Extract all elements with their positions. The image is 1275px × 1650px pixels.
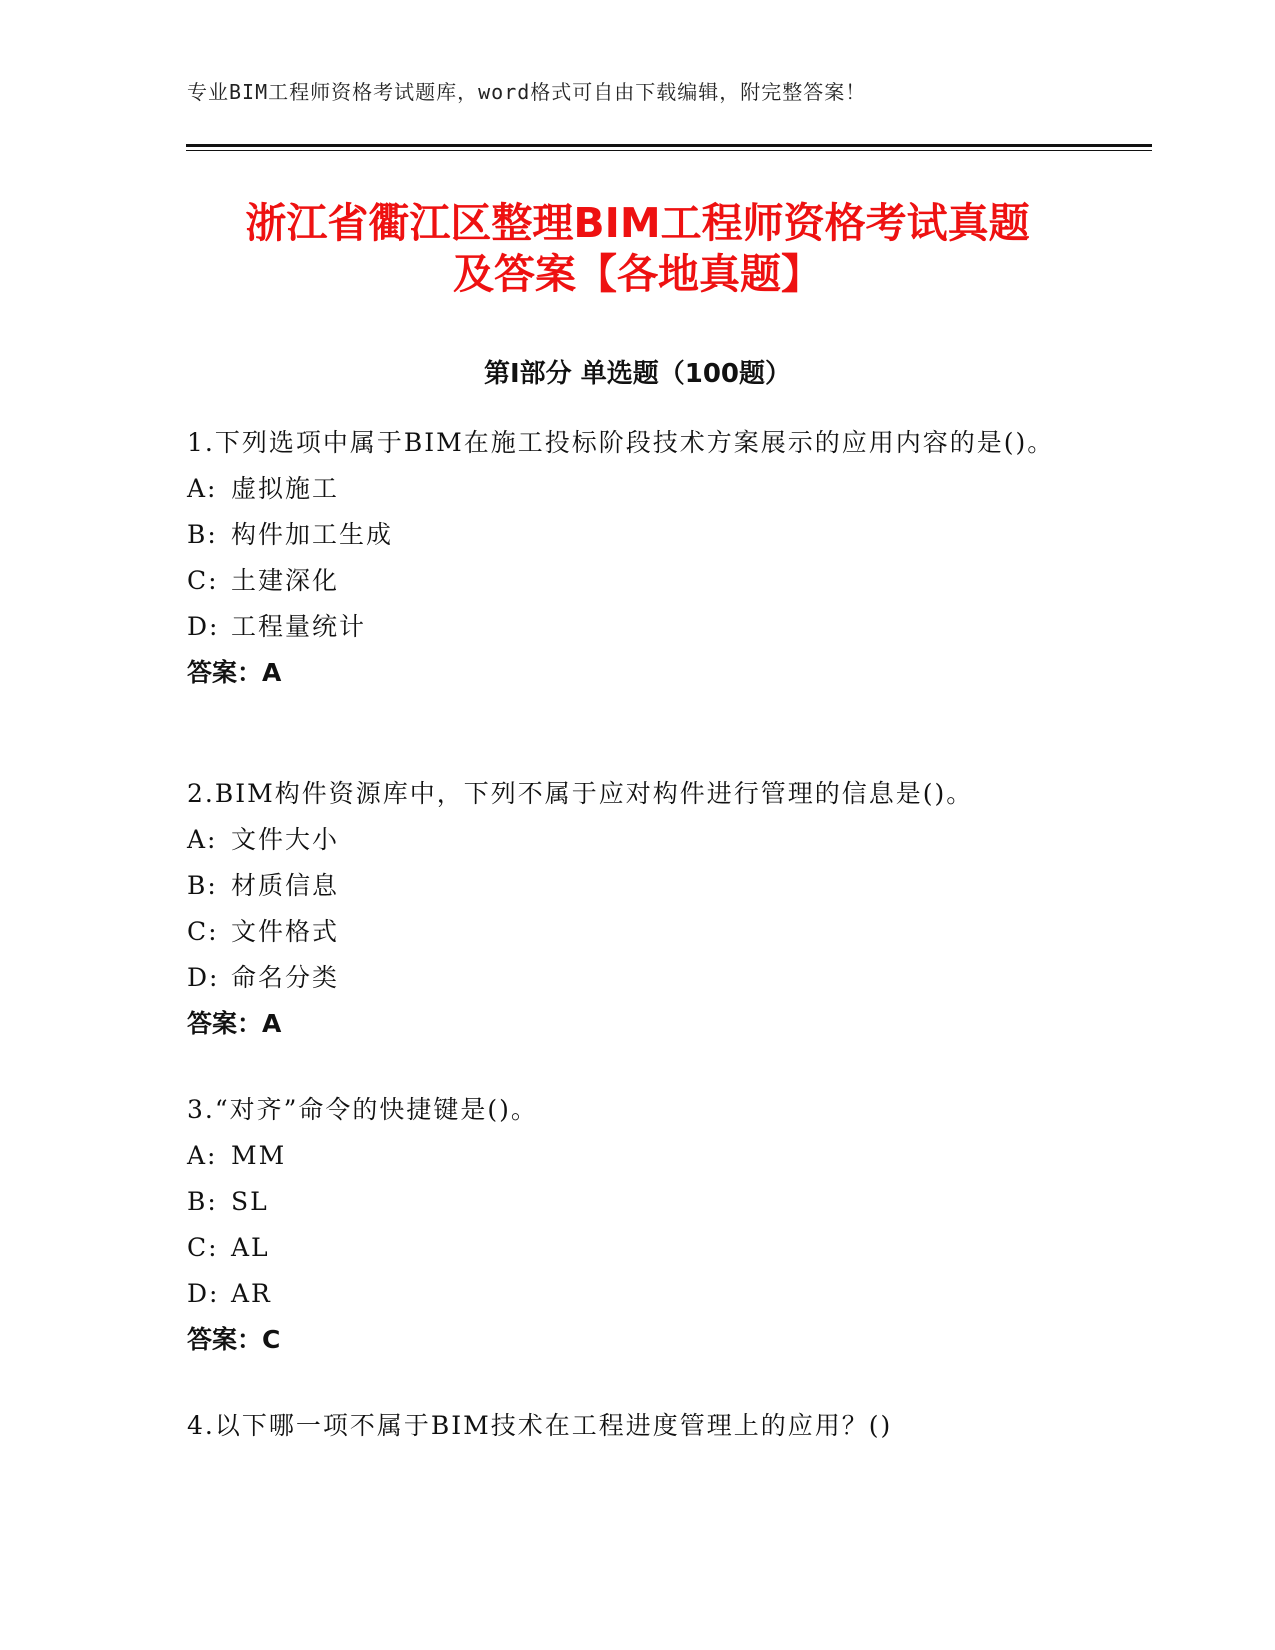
option-key: B: (187, 1187, 218, 1216)
question-4 (187, 1403, 1087, 1449)
option-key: D: (187, 1279, 220, 1308)
option-key: A: (187, 474, 218, 503)
header-note: 专业BIM工程师资格考试题库，word格式可自由下载编辑，附完整答案！ (187, 80, 867, 104)
question-stem: 2.BIM构件资源库中，下列不属于应对构件进行管理的信息是()。 (187, 779, 974, 808)
option-a (187, 1133, 1087, 1179)
option-c (187, 909, 1087, 955)
document-title-line-1: 浙江省衢江区整理BIM工程师资格考试真题 (245, 199, 1030, 247)
option-key: B: (187, 520, 218, 549)
option-d (187, 955, 1087, 1001)
option-key: C: (187, 1233, 219, 1262)
option-key: D: (187, 612, 220, 641)
section-title: 第I部分 单选题（100题） (484, 359, 791, 389)
option-text: 命名分类 (231, 963, 340, 992)
option-b (187, 1179, 1087, 1225)
option-text: 文件大小 (231, 825, 340, 854)
option-key: C: (187, 566, 219, 595)
option-key: C: (187, 917, 219, 946)
question-1 (187, 420, 1087, 696)
option-b (187, 863, 1087, 909)
answer-line: 答案：A (187, 658, 282, 687)
option-d (187, 604, 1087, 650)
option-key: A: (187, 825, 218, 854)
option-text: MM (231, 1141, 287, 1170)
option-text: 材质信息 (231, 871, 340, 900)
option-text: AR (231, 1279, 272, 1308)
option-c (187, 1225, 1087, 1271)
option-b (187, 512, 1087, 558)
answer-line: 答案：A (187, 1009, 282, 1038)
answer-line: 答案：C (187, 1325, 281, 1354)
option-a (187, 466, 1087, 512)
question-stem: 4.以下哪一项不属于BIM技术在工程进度管理上的应用？() (187, 1411, 893, 1440)
option-key: D: (187, 963, 220, 992)
question-stem: 3.“对齐”命令的快捷键是()。 (187, 1095, 538, 1124)
option-text: AL (231, 1233, 270, 1262)
question-stem: 1.下列选项中属于BIM在施工投标阶段技术方案展示的应用内容的是()。 (187, 428, 1055, 457)
question-2 (187, 771, 1087, 1047)
option-text: 工程量统计 (231, 612, 367, 641)
option-key: A: (187, 1141, 218, 1170)
question-3 (187, 1087, 1087, 1363)
option-text: 构件加工生成 (231, 520, 394, 549)
option-d (187, 1271, 1087, 1317)
option-c (187, 558, 1087, 604)
document-title-line-2: 及答案【各地真题】 (453, 250, 822, 298)
option-text: 文件格式 (231, 917, 340, 946)
header-divider-thick (186, 144, 1152, 147)
option-key: B: (187, 871, 218, 900)
header-divider-thin (186, 150, 1152, 151)
option-text: SL (231, 1187, 269, 1216)
document-title (150, 198, 1125, 300)
option-text: 虚拟施工 (231, 474, 340, 503)
option-a (187, 817, 1087, 863)
option-text: 土建深化 (231, 566, 340, 595)
